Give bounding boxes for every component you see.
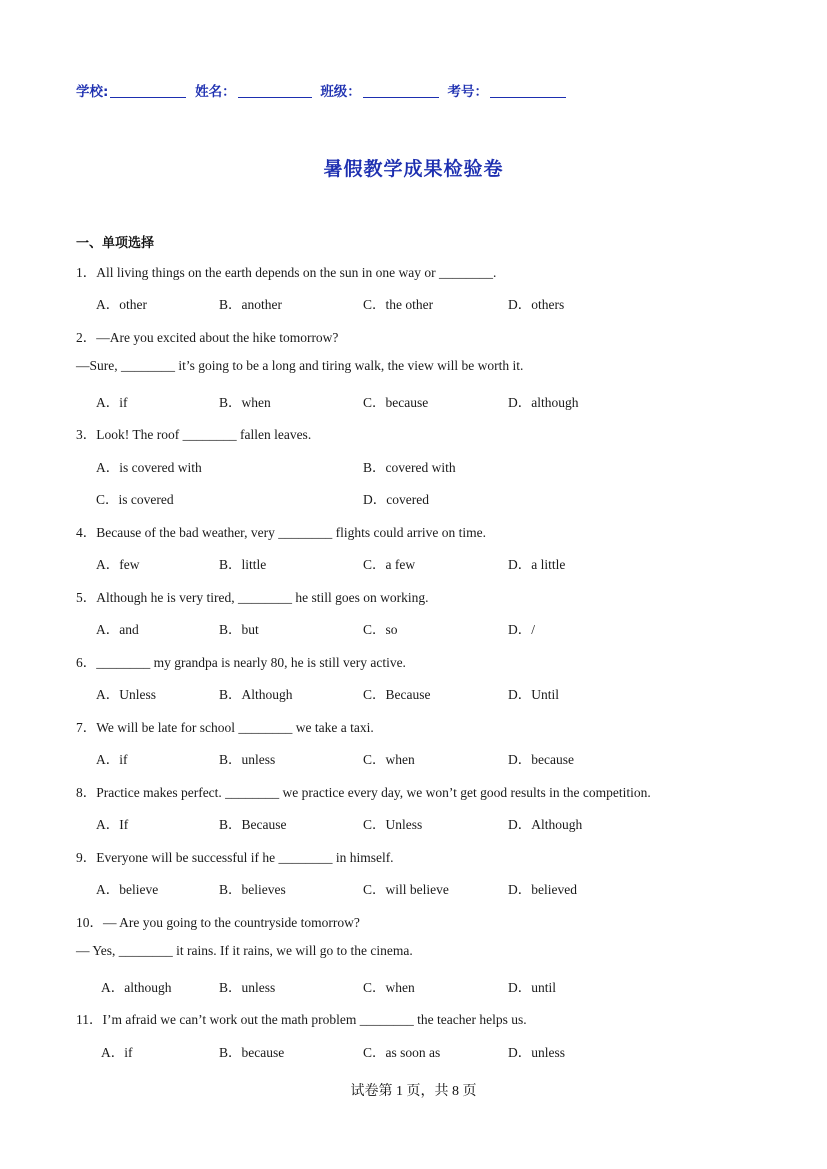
section-heading: 一、单项选择	[76, 236, 155, 251]
question-stem: 9．Everyone will be successful if he ________ in himself.	[76, 850, 394, 865]
answer-option[interactable]: C．when	[363, 752, 415, 767]
answer-option[interactable]: D．covered	[363, 492, 429, 507]
answer-option[interactable]: C．Unless	[363, 817, 423, 832]
exam-no-field[interactable]	[490, 83, 566, 98]
answer-option[interactable]: A．although	[101, 980, 172, 995]
answer-option[interactable]: C．so	[363, 622, 398, 637]
answer-option[interactable]: B．another	[219, 297, 282, 312]
answer-option[interactable]: D．Although	[508, 817, 583, 832]
answer-option[interactable]: B．when	[219, 395, 271, 410]
answer-option[interactable]: B．Although	[219, 687, 293, 702]
answer-option[interactable]: A．Unless	[96, 687, 156, 702]
question-stem: —Sure, ________ it’s going to be a long and tiring walk, the view will be worth it.	[76, 358, 524, 373]
question-stem: 3．Look! The roof ________ fallen leaves.	[76, 427, 312, 442]
answer-option[interactable]: D．a little	[508, 557, 566, 572]
question-stem: 2．—Are you excited about the hike tomorrow?	[76, 330, 339, 345]
answer-option[interactable]: B．but	[219, 622, 259, 637]
answer-option[interactable]: B．believes	[219, 882, 286, 897]
answer-option[interactable]: A．if	[101, 1045, 133, 1060]
answer-option[interactable]: A．If	[96, 817, 129, 832]
answer-option[interactable]: D．believed	[508, 882, 577, 897]
answer-option[interactable]: C．because	[363, 395, 429, 410]
exam-no-label: 考号：	[447, 84, 489, 100]
answer-option[interactable]: B．covered with	[363, 460, 456, 475]
answer-option[interactable]: B．unless	[219, 752, 276, 767]
answer-option[interactable]: D．unless	[508, 1045, 565, 1060]
answer-option[interactable]: C．will believe	[363, 882, 449, 897]
school-field[interactable]	[110, 83, 186, 98]
answer-option[interactable]: A．other	[96, 297, 147, 312]
answer-option[interactable]: D．until	[508, 980, 557, 995]
question-stem: 8．Practice makes perfect. ________ we practice every day, we won’t get good results in the competition.	[76, 785, 651, 800]
page-footer: 试卷第 1 页，共 8 页	[350, 1084, 477, 1099]
answer-option[interactable]: A．believe	[96, 882, 159, 897]
class-label: 班级：	[320, 84, 361, 100]
answer-option[interactable]: D．because	[508, 752, 574, 767]
answer-option[interactable]: B．unless	[219, 980, 276, 995]
class-field[interactable]	[363, 83, 439, 98]
question-stem: 1．All living things on the earth depends on the sun in one way or ________.	[76, 265, 497, 280]
question-stem: — Yes, ________ it rains. If it rains, we will go to the cinema.	[76, 943, 413, 958]
question-stem: 6．________ my grandpa is nearly 80, he is still very active.	[76, 655, 406, 670]
answer-option[interactable]: D．Until	[508, 687, 560, 702]
question-stem: 11．I’m afraid we can’t work out the math problem ________ the teacher helps us.	[76, 1012, 527, 1027]
answer-option[interactable]: D．although	[508, 395, 579, 410]
answer-option[interactable]: A．few	[96, 557, 140, 572]
answer-option[interactable]: C．is covered	[96, 492, 174, 507]
answer-option[interactable]: C．a few	[363, 557, 416, 572]
answer-option[interactable]: C．the other	[363, 297, 434, 312]
name-field[interactable]	[238, 83, 312, 98]
answer-option[interactable]: A．is covered with	[96, 460, 202, 475]
answer-option[interactable]: B．Because	[219, 817, 287, 832]
exam-info-header	[76, 80, 570, 100]
question-stem: 5．Although he is very tired, ________ he still goes on working.	[76, 590, 429, 605]
answer-option[interactable]: C．when	[363, 980, 415, 995]
answer-option[interactable]: A．if	[96, 395, 128, 410]
school-label: 学校:	[76, 84, 109, 100]
answer-option[interactable]: D．/	[508, 622, 535, 637]
answer-option[interactable]: B．little	[219, 557, 267, 572]
answer-option[interactable]: D．others	[508, 297, 565, 312]
answer-option[interactable]: C．as soon as	[363, 1045, 441, 1060]
answer-option[interactable]: B．because	[219, 1045, 285, 1060]
question-stem: 4．Because of the bad weather, very ________ flights could arrive on time.	[76, 525, 486, 540]
page-title: 暑假教学成果检验卷	[323, 158, 504, 180]
name-label: 姓名：	[195, 84, 236, 100]
answer-option[interactable]: A．if	[96, 752, 128, 767]
question-stem: 10．— Are you going to the countryside tomorrow?	[76, 915, 360, 930]
answer-option[interactable]: A．and	[96, 622, 139, 637]
question-stem: 7．We will be late for school ________ we take a taxi.	[76, 720, 374, 735]
answer-option[interactable]: C．Because	[363, 687, 431, 702]
